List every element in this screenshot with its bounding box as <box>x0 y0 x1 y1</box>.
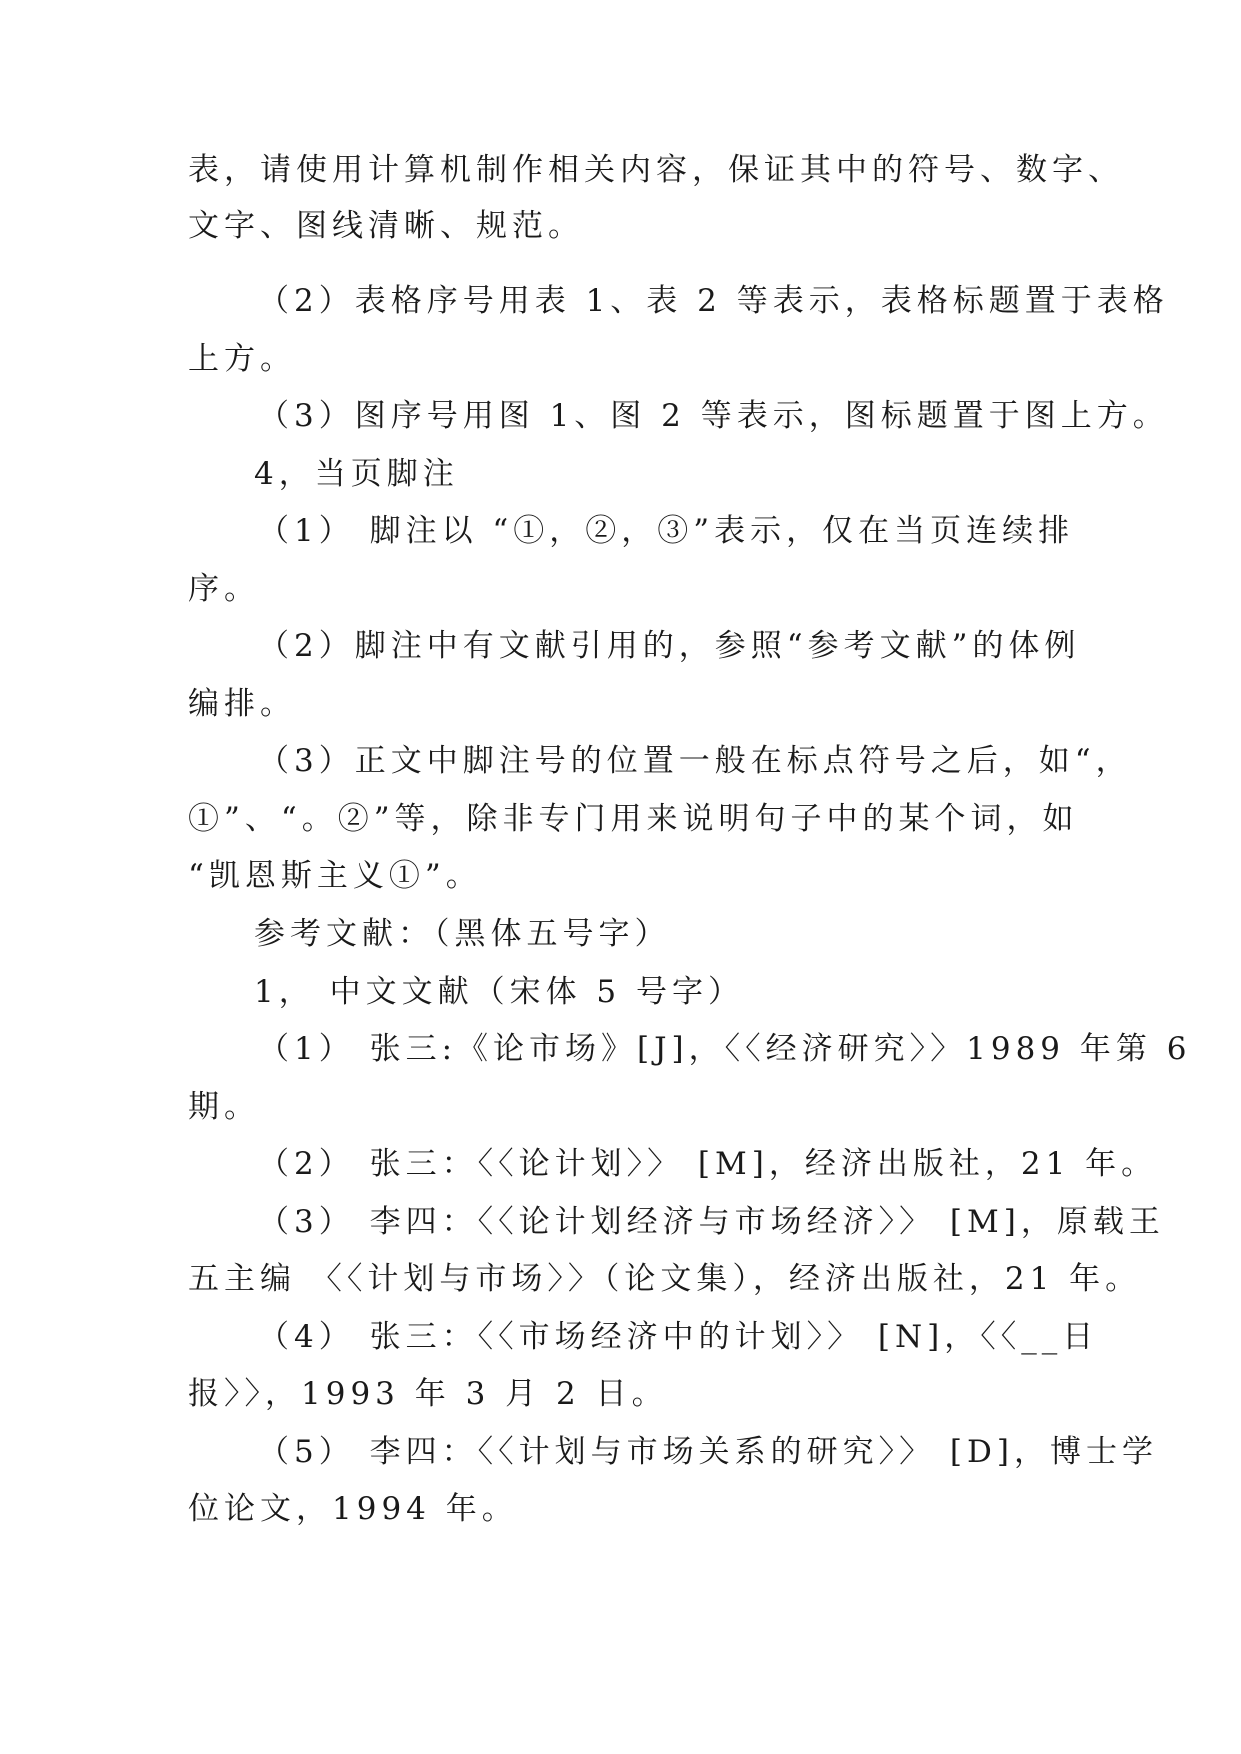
paragraph-line: 文字、图线清晰、规范。 <box>188 208 584 244</box>
reference-entry: （5） 李四：〈〈计划与市场关系的研究〉〉 [D]，博士学 <box>258 1434 1158 1470</box>
reference-entry: （1） 张三:《论市场》[J]，〈〈经济研究〉〉1989 年第 6 <box>258 1031 1192 1067</box>
reference-entry: （4） 张三：〈〈市场经济中的计划〉〉 [N]，〈〈__日 <box>258 1319 1099 1355</box>
reference-entry: 期。 <box>188 1089 260 1125</box>
paragraph-line: （3）正文中脚注号的位置一般在标点符号之后，如“， <box>258 743 1132 779</box>
references-subheading: 1， 中文文献（宋体 5 号字） <box>254 974 745 1010</box>
references-heading: 参考文献：（黑体五号字） <box>254 916 671 952</box>
paragraph-line: （1） 脚注以 “①，②，③”表示，仅在当页连续排 <box>258 513 1075 549</box>
paragraph-line: ①”、“。②”等，除非专门用来说明句子中的某个词，如 <box>188 801 1079 837</box>
paragraph-line: 表，请使用计算机制作相关内容，保证其中的符号、数字、 <box>188 152 1124 188</box>
reference-entry: 报〉〉，1993 年 3 月 2 日。 <box>188 1376 668 1412</box>
paragraph-line: （3）图序号用图 1、图 2 等表示，图标题置于图上方。 <box>258 398 1169 434</box>
section-heading: 4，当页脚注 <box>254 456 459 492</box>
reference-entry: 五主编 〈〈计划与市场〉〉（论文集），经济出版社，21 年。 <box>188 1261 1142 1297</box>
reference-entry: （2） 张三：〈〈论计划〉〉 [M]，经济出版社，21 年。 <box>258 1146 1158 1182</box>
paragraph-line: 序。 <box>188 571 260 607</box>
paragraph-line: 上方。 <box>188 341 296 377</box>
paragraph-line: “凯恩斯主义①”。 <box>188 858 482 894</box>
paragraph-line: 编排。 <box>188 686 296 722</box>
reference-entry: （3） 李四：〈〈论计划经济与市场经济〉〉 [M]，原载王 <box>258 1204 1165 1240</box>
paragraph-line: （2）脚注中有文献引用的，参照“参考文献”的体例 <box>258 628 1081 664</box>
reference-entry: 位论文，1994 年。 <box>188 1491 518 1527</box>
paragraph-line: （2）表格序号用表 1、表 2 等表示，表格标题置于表格 <box>258 283 1169 319</box>
